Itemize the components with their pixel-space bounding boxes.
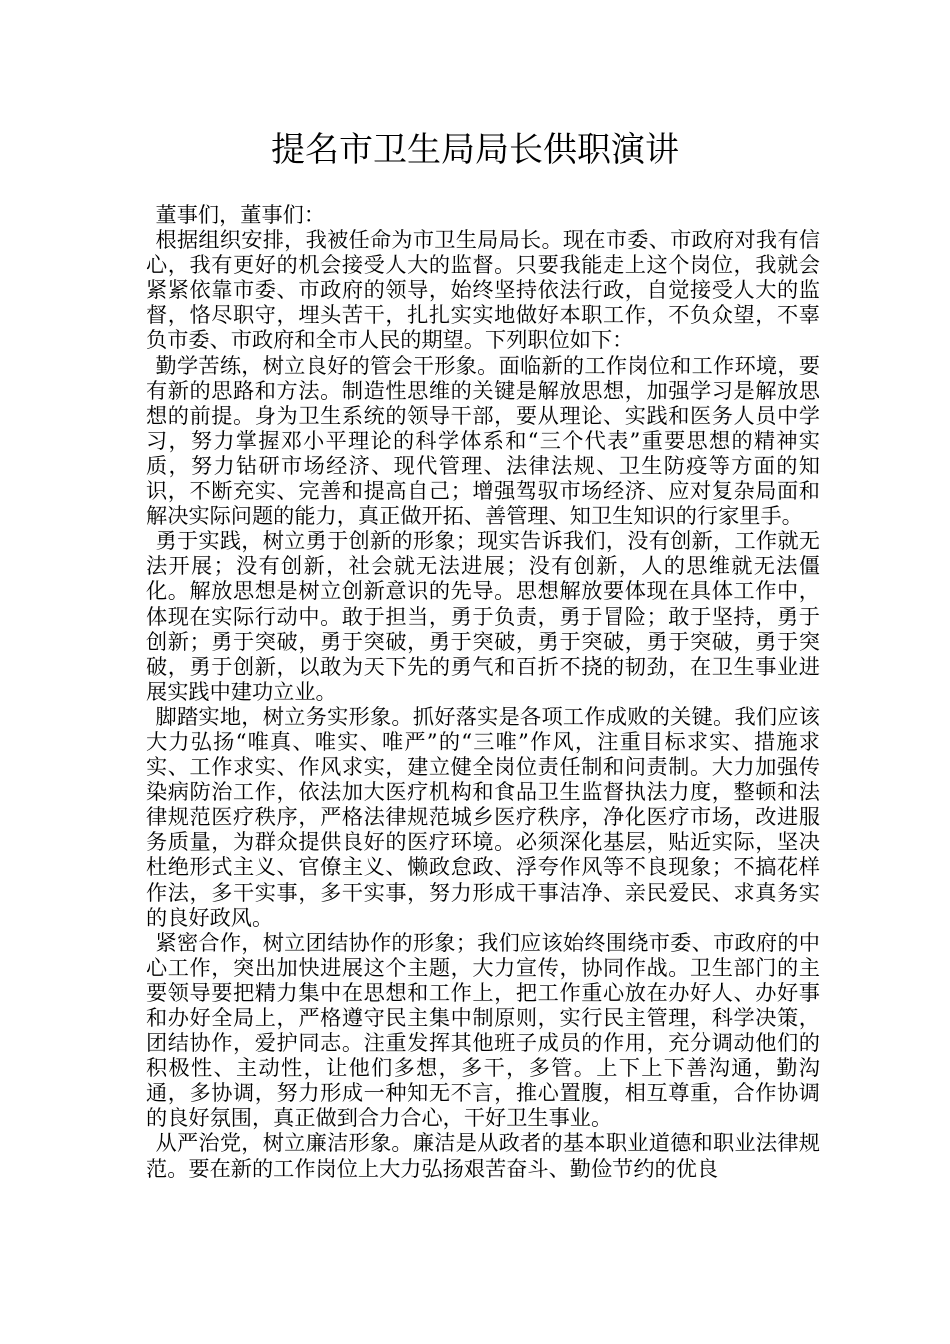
paragraph-study: 勤学苦练，树立良好的管会干形象。面临新的工作岗位和工作环境，要有新的思路和方法。制造性思维的关键是解放思想，加强学习是解放思想的前提。身为卫生系统的领导干部，要从理论、实践和医务人员中学习，努力掌握邓小平理论的科学体系和“三个代表”重要思想的精神实质，努力钻研市场经济、现代管理、法律法规、卫生防疫等方面的知识，不断充实、完善和提高自己；增强驾驭市场经济、应对复杂局面和解决实际问题的能力，真正做开拓、善管理、知卫生知识的行家里手。 (146, 352, 820, 529)
paragraph-practice: 勇于实践，树立勇于创新的形象；现实告诉我们，没有创新，工作就无法开展；没有创新，社会就无法进展；没有创新，人的思维就无法僵化。解放思想是树立创新意识的先导。思想解放要体现在具体工作中，体现在实际行动中。敢于担当，勇于负责，勇于冒险；敢于坚持，勇于创新；勇于突破，勇于突破，勇于突破，勇于突破，勇于突破，勇于突破，勇于创新，以敢为天下先的勇气和百折不挠的韧劲，在卫生事业进展实践中建功立业。 (146, 528, 820, 704)
paragraph-integrity: 从严治党，树立廉洁形象。廉洁是从政者的基本职业道德和职业法律规范。要在新的工作岗位上大力弘扬艰苦奋斗、勤俭节约的优良 (146, 1130, 820, 1181)
paragraph-intro: 根据组织安排，我被任命为市卫生局局长。现在市委、市政府对我有信心，我有更好的机会接受人大的监督。只要我能走上这个岗位，我就会紧紧依靠市委、市政府的领导，始终坚持依法行政，自觉接受人大的监督，恪尽职守，埋头苦干，扎扎实实地做好本职工作，不负众望，不辜负市委、市政府和全市人民的期望。下列职位如下： (146, 227, 820, 353)
paragraph-cooperation: 紧密合作，树立团结协作的形象；我们应该始终围绕市委、市政府的中心工作，突出加快进展这个主题，大力宣传，协同作战。卫生部门的主要领导要把精力集中在思想和工作上，把工作重心放在办好人、办好事和办好全局上，严格遵守民主集中制原则，实行民主管理，科学决策，团结协作，爱护同志。注重发挥其他班子成员的作用，充分调动他们的积极性、主动性，让他们多想，多干，多管。上下上下善沟通，勤沟通，多协调，努力形成一种知无不言，推心置腹，相互尊重，合作协调的良好氛围，真正做到合力合心，干好卫生事业。 (146, 929, 820, 1131)
paragraph-pragmatic: 脚踏实地，树立务实形象。抓好落实是各项工作成败的关键。我们应该大力弘扬“唯真、唯实、唯严”的“三唯”作风，注重目标求实、措施求实、工作求实、作风求实，建立健全岗位责任制和问责制。大力加强传染病防治工作，依法加大医疗机构和食品卫生监督执法力度，整顿和法律规范医疗秩序，严格法律规范城乡医疗秩序，净化医疗市场，改进服务质量，为群众提供良好的医疗环境。必须深化基层，贴近实际，坚决杜绝形式主义、官僚主义、懒政怠政、浮夸作风等不良现象；不搞花样作法，多干实事，多干实事，努力形成干事洁净、亲民爱民、求真务实的良好政风。 (146, 703, 820, 930)
document-title: 提名市卫生局局长供职演讲 (271, 130, 679, 170)
document-body (146, 202, 820, 1181)
salutation: 董事们，董事们： (155, 202, 326, 227)
